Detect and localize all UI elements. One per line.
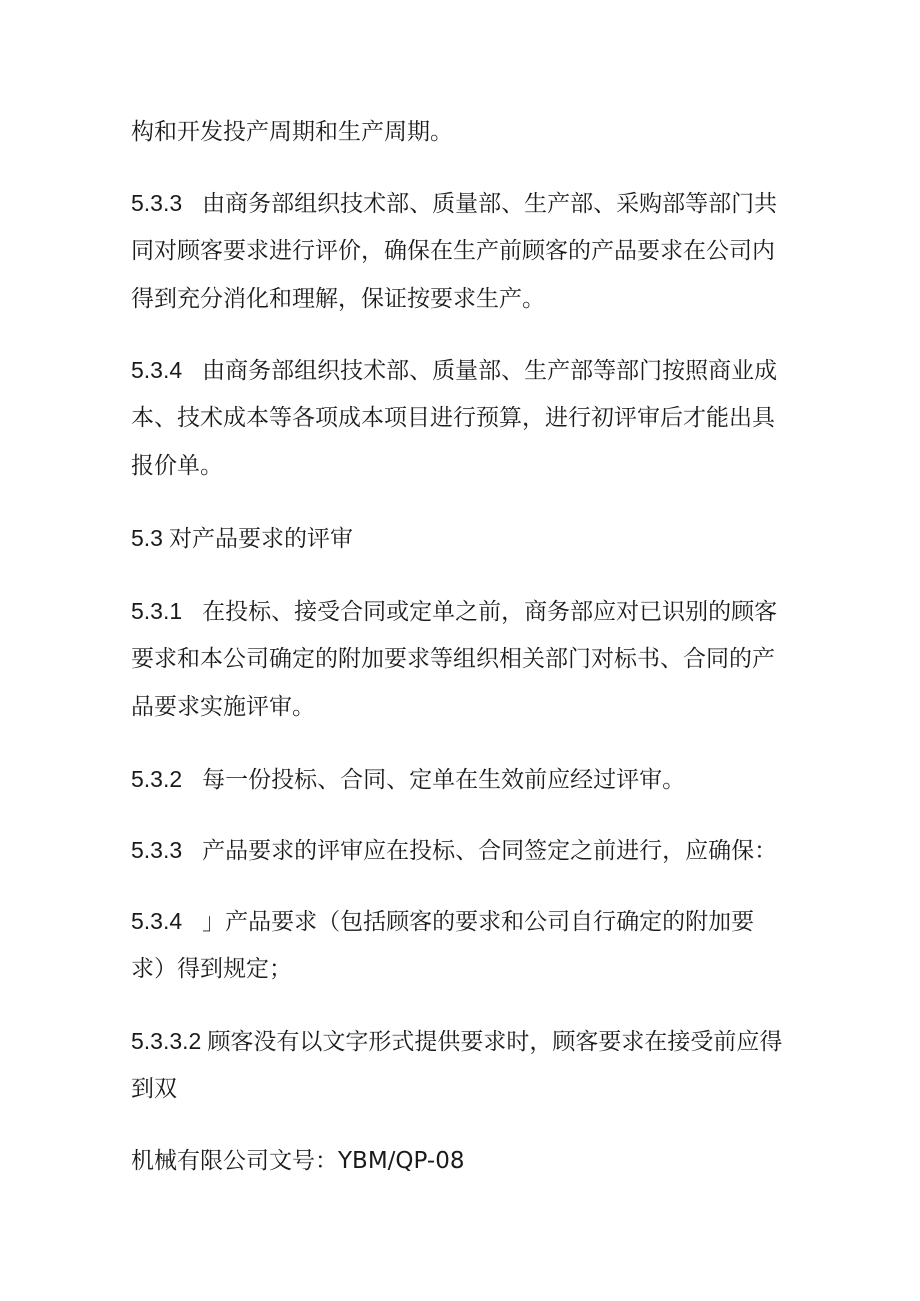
section-number: 5.3.4: [131, 908, 183, 934]
text-line: 品要求实施评审。: [131, 694, 315, 720]
text-line: 由商务部组织技术部、质量部、生产部等部门按照商业成: [202, 358, 778, 384]
paragraph-continuation: [131, 108, 791, 156]
paragraph-5-3-3-evaluation: [131, 179, 791, 323]
text-line: 由商务部组织技术部、质量部、生产部、采购部等部门共: [202, 191, 778, 217]
text-line: 本、技术成本等各项成本项目进行预算，进行初评审后才能出具: [131, 405, 775, 431]
paragraph-5-3-4-budget: [131, 346, 791, 490]
text-line: 要求和本公司确定的附加要求等组织相关部门对标书、合同的产: [131, 646, 775, 672]
section-heading-text: 对产品要求的评审: [168, 526, 353, 552]
section-number: 5.3.2: [131, 766, 183, 792]
text-line: 同对顾客要求进行评价，确保在生产前顾客的产品要求在公司内: [131, 238, 775, 264]
text-line: 得到充分消化和理解，保证按要求生产。: [131, 286, 545, 312]
paragraph-5-3-4-requirements: [131, 897, 791, 993]
text-line: 报价单。: [131, 453, 223, 479]
document-footer: [131, 1137, 791, 1185]
section-heading-5-3: [131, 514, 791, 562]
text-line: 每一份投标、合同、定单在生效前应经过评审。: [202, 767, 686, 793]
document-number-text: 机械有限公司文号：YBM/QP-08: [131, 1148, 465, 1174]
section-number: 5.3.3.2: [131, 1028, 202, 1054]
text-line: 顾客没有以文字形式提供要求时，顾客要求在接受前应得: [207, 1029, 783, 1055]
paragraph-5-3-1-review: [131, 587, 791, 731]
section-number: 5.3.3: [131, 190, 183, 216]
section-number: 5.3.4: [131, 357, 183, 383]
section-number: 5.3.1: [131, 598, 183, 624]
paragraph-5-3-2-every-bid: [131, 755, 791, 803]
text-line: 产品要求的评审应在投标、合同签定之前进行，应确保：: [202, 838, 778, 864]
paragraph-5-3-3-timing: [131, 826, 791, 874]
section-number: 5.3.3: [131, 837, 183, 863]
text-line: 求）得到规定；: [131, 956, 292, 982]
paragraph-5-3-3-2-verbal: [131, 1017, 791, 1113]
text-line: 」产品要求（包括顾客的要求和公司自行确定的附加要: [202, 909, 755, 935]
text-line: 到双: [131, 1076, 177, 1102]
section-number: 5.3: [131, 525, 163, 551]
text-line: 构和开发投产周期和生产周期。: [131, 119, 453, 145]
text-line: 在投标、接受合同或定单之前，商务部应对已识别的顾客: [202, 599, 778, 625]
